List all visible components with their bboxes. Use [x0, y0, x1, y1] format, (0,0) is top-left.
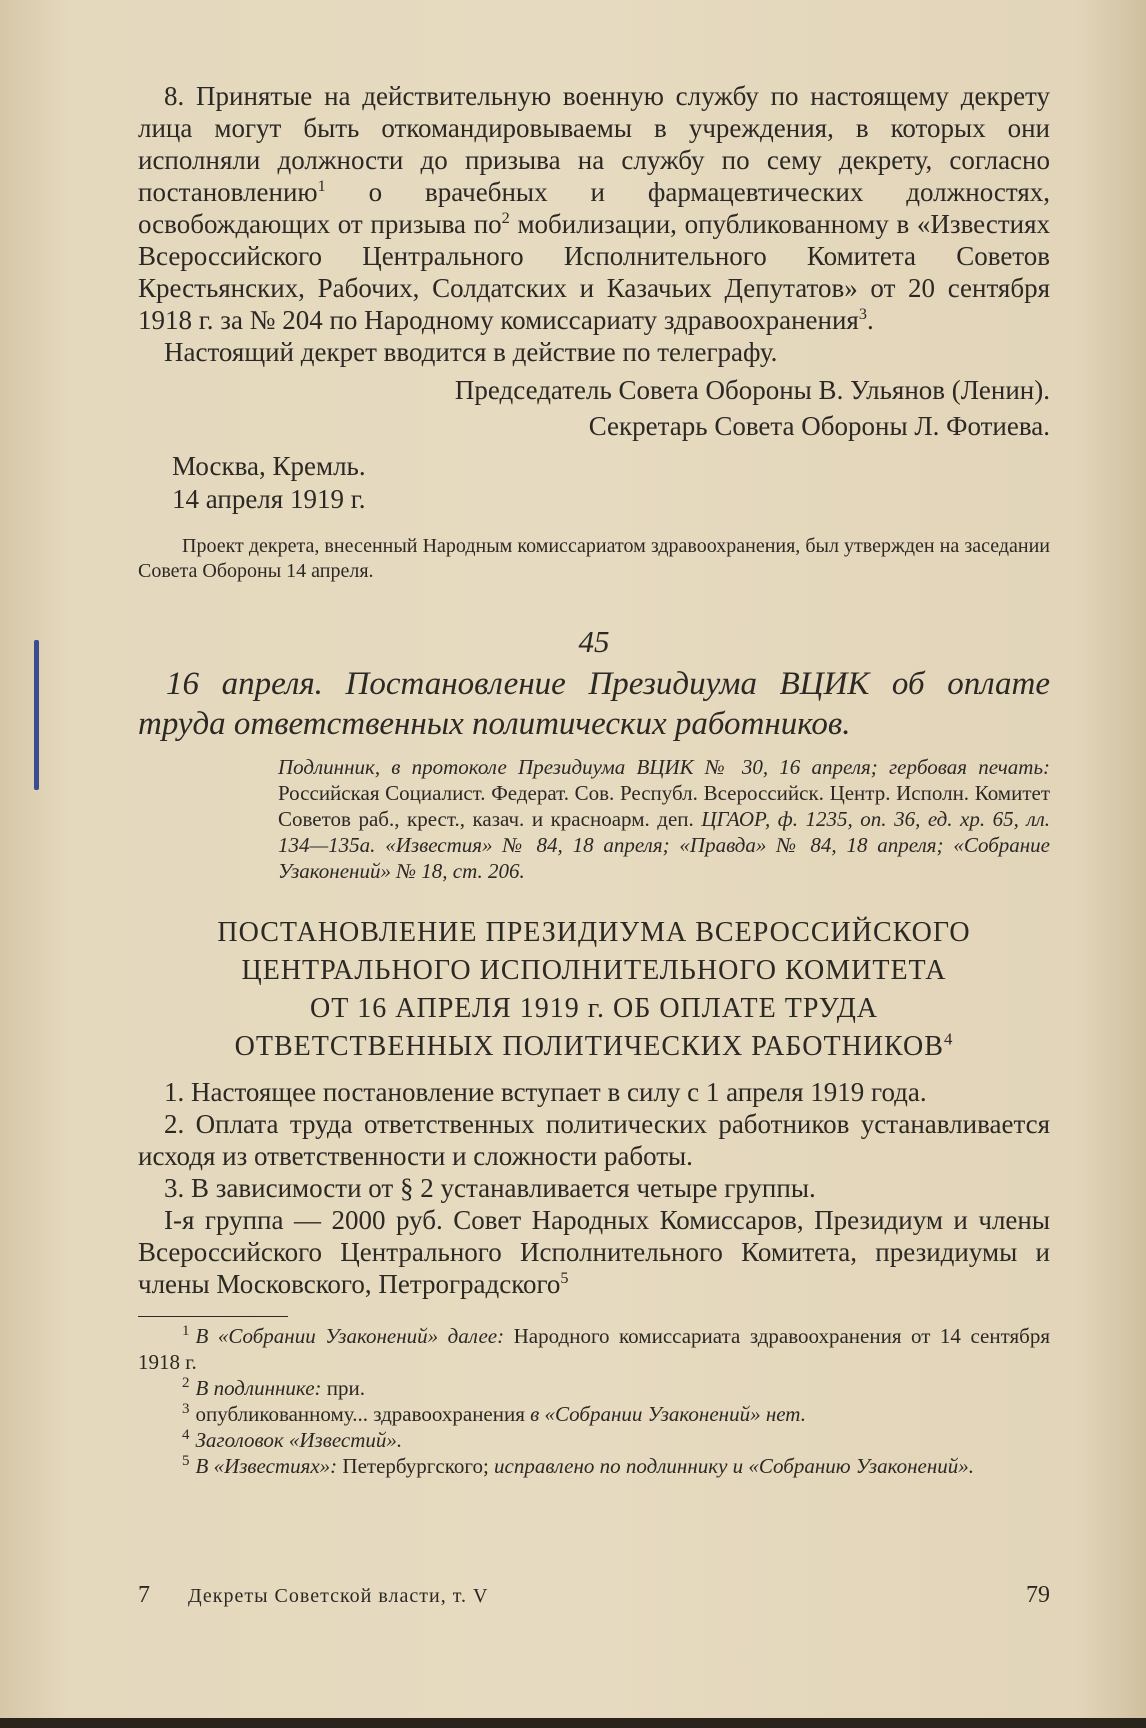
footnote-ref-5: 5: [560, 1269, 569, 1287]
item8-text-c: мобилизации, опубликованному в «Известиях Всероссийского Центрального Исполнительного Комитета Советов Крестьянских, Рабочих, Солдатских и Казачьих Депутатов» от 20 сентября 1918 г. за № 204 по Народному комиссариату здравоохранения: [138, 209, 1050, 335]
footnote-text: Петербургского;: [342, 1454, 489, 1478]
footnote-tail: исправлено по подлиннику и «Собранию Узаконений».: [494, 1454, 975, 1478]
group-1-text: I-я группа — 2000 руб. Совет Народных Комиссаров, Президиум и члены Всероссийского Центрального Исполнительного Комитета, президиумы и члены Московского, Петроградского: [138, 1205, 1050, 1299]
clause-2: 2. Оплата труда ответственных политических работников устанавливается исходя из ответственности и сложности работы.: [138, 1109, 1050, 1171]
source-original: Подлинник, в протоколе Президиума ВЦИК № 30, 16 апреля;: [278, 755, 878, 779]
footnote-number: 5: [182, 1453, 190, 1469]
footnote-ref-1: 1: [317, 177, 326, 195]
heading-line-3: ОТ 16 АПРЕЛЯ 1919 г. ОБ ОПЛАТЕ ТРУДА: [309, 993, 879, 1024]
document-title: 16 апреля. Постановление Президиума ВЦИК об оплате труда ответственных политических работников.: [138, 666, 1050, 742]
footnote-number: 2: [182, 1375, 190, 1391]
footnote-ref-4: 4: [943, 1029, 954, 1049]
footnote-4: [138, 1427, 1050, 1453]
clause-1: 1. Настоящее постановление вступает в силу с 1 апреля 1919 года.: [164, 1077, 927, 1107]
secretary-signature: Секретарь Совета Обороны Л. Фотиева.: [588, 411, 1050, 441]
footnote-lead: В «Собрании Узаконений» далее:: [195, 1324, 505, 1348]
footnote-3: [138, 1401, 1050, 1427]
footnote-lead: В подлиннике:: [195, 1376, 322, 1400]
source-seal-text: Российская Социалист. Федерат. Сов. Республ. Всероссийск. Центр. Исполн. Комитет Советов раб., крест., казач. и красноарм. деп.: [278, 781, 1050, 831]
footnote-ref-2: 2: [501, 209, 510, 227]
footnote-number: 1: [182, 1323, 190, 1339]
source-reference: [278, 754, 1050, 884]
decree-item-8: [138, 80, 1050, 336]
date: 14 апреля 1919 г.: [172, 484, 366, 514]
source-archive: ЦГАОР, ф. 1235, оп. 36, ед. хр. 65, лл. 134—135а. «Известия» № 84, 18 апреля; «Правда» № 84, 18 апреля; «Собрание Узаконений» № 18, ст. 206.: [278, 807, 1051, 883]
binding-mark: [34, 640, 39, 790]
footnote-lead: В «Известиях»:: [195, 1454, 338, 1478]
footnote-text: при.: [326, 1376, 366, 1400]
page-number: 79: [1026, 1582, 1050, 1608]
footnote-text: опубликованному... здравоохранения: [195, 1402, 525, 1426]
heading-line-4: [148, 1028, 1040, 1066]
footnote-text: Народного комиссариата здравоохранения от 14 сентября 1918 г.: [138, 1324, 1050, 1374]
footnote-2: [138, 1375, 1050, 1401]
item8-text-end: .: [866, 305, 874, 335]
heading-line-1: ПОСТАНОВЛЕНИЕ ПРЕЗИДИУМА ВСЕРОССИЙСКОГО: [217, 917, 971, 948]
chairman-signature: Председатель Совета Обороны В. Ульянов (Ленин).: [454, 375, 1050, 405]
heading-line-2: ЦЕНТРАЛЬНОГО ИСПОЛНИТЕЛЬНОГО КОМИТЕТА: [241, 955, 947, 986]
heading-line-4-text: ОТВЕТСТВЕННЫХ ПОЛИТИЧЕСКИХ РАБОТНИКОВ: [234, 1031, 944, 1062]
footnote-lead: Заголовок «Известий».: [195, 1428, 403, 1452]
footnote-1: [138, 1323, 1050, 1375]
running-title: Декреты Советской власти, т. V: [188, 1585, 489, 1607]
document-number: 45: [578, 624, 610, 659]
source-seal-label: гербовая печать:: [888, 755, 1051, 779]
place: Москва, Кремль.: [172, 451, 366, 481]
sheet-number: 7: [138, 1582, 150, 1608]
resolution-heading: [138, 914, 1050, 1066]
footnote-ref-3: 3: [858, 305, 867, 323]
footnote-number: 3: [182, 1401, 190, 1417]
footnotes: [138, 1323, 1050, 1479]
footnote-5: [138, 1453, 1050, 1479]
footnote-tail: в «Собрании Узаконений» нет.: [530, 1402, 806, 1426]
page-footer: [138, 1582, 1050, 1609]
footnote-number: 4: [182, 1427, 190, 1443]
clause-3: 3. В зависимости от § 2 устанавливается четыре группы.: [164, 1173, 816, 1203]
decree-effect: Настоящий декрет вводится в действие по телеграфу.: [164, 337, 778, 367]
item8-text: 8. Принятые на действительную военную службу по настоящему декрету лица могут быть откомандировываемы в учреждения, в которых они исполняли должности до призыва на службу по сему декрету, согласно постановлению: [138, 81, 1050, 207]
item8-text-b: о врачебных и фармацевтических должностях, освобождающих от призыва по: [138, 177, 1051, 239]
group-1: [138, 1204, 1050, 1300]
page-bottom-edge: [0, 1718, 1146, 1728]
draft-note: Проект декрета, внесенный Народным комиссариатом здравоохранения, был утвержден на заседании Совета Обороны 14 апреля.: [138, 535, 1050, 582]
footnote-rule: [138, 1316, 288, 1317]
